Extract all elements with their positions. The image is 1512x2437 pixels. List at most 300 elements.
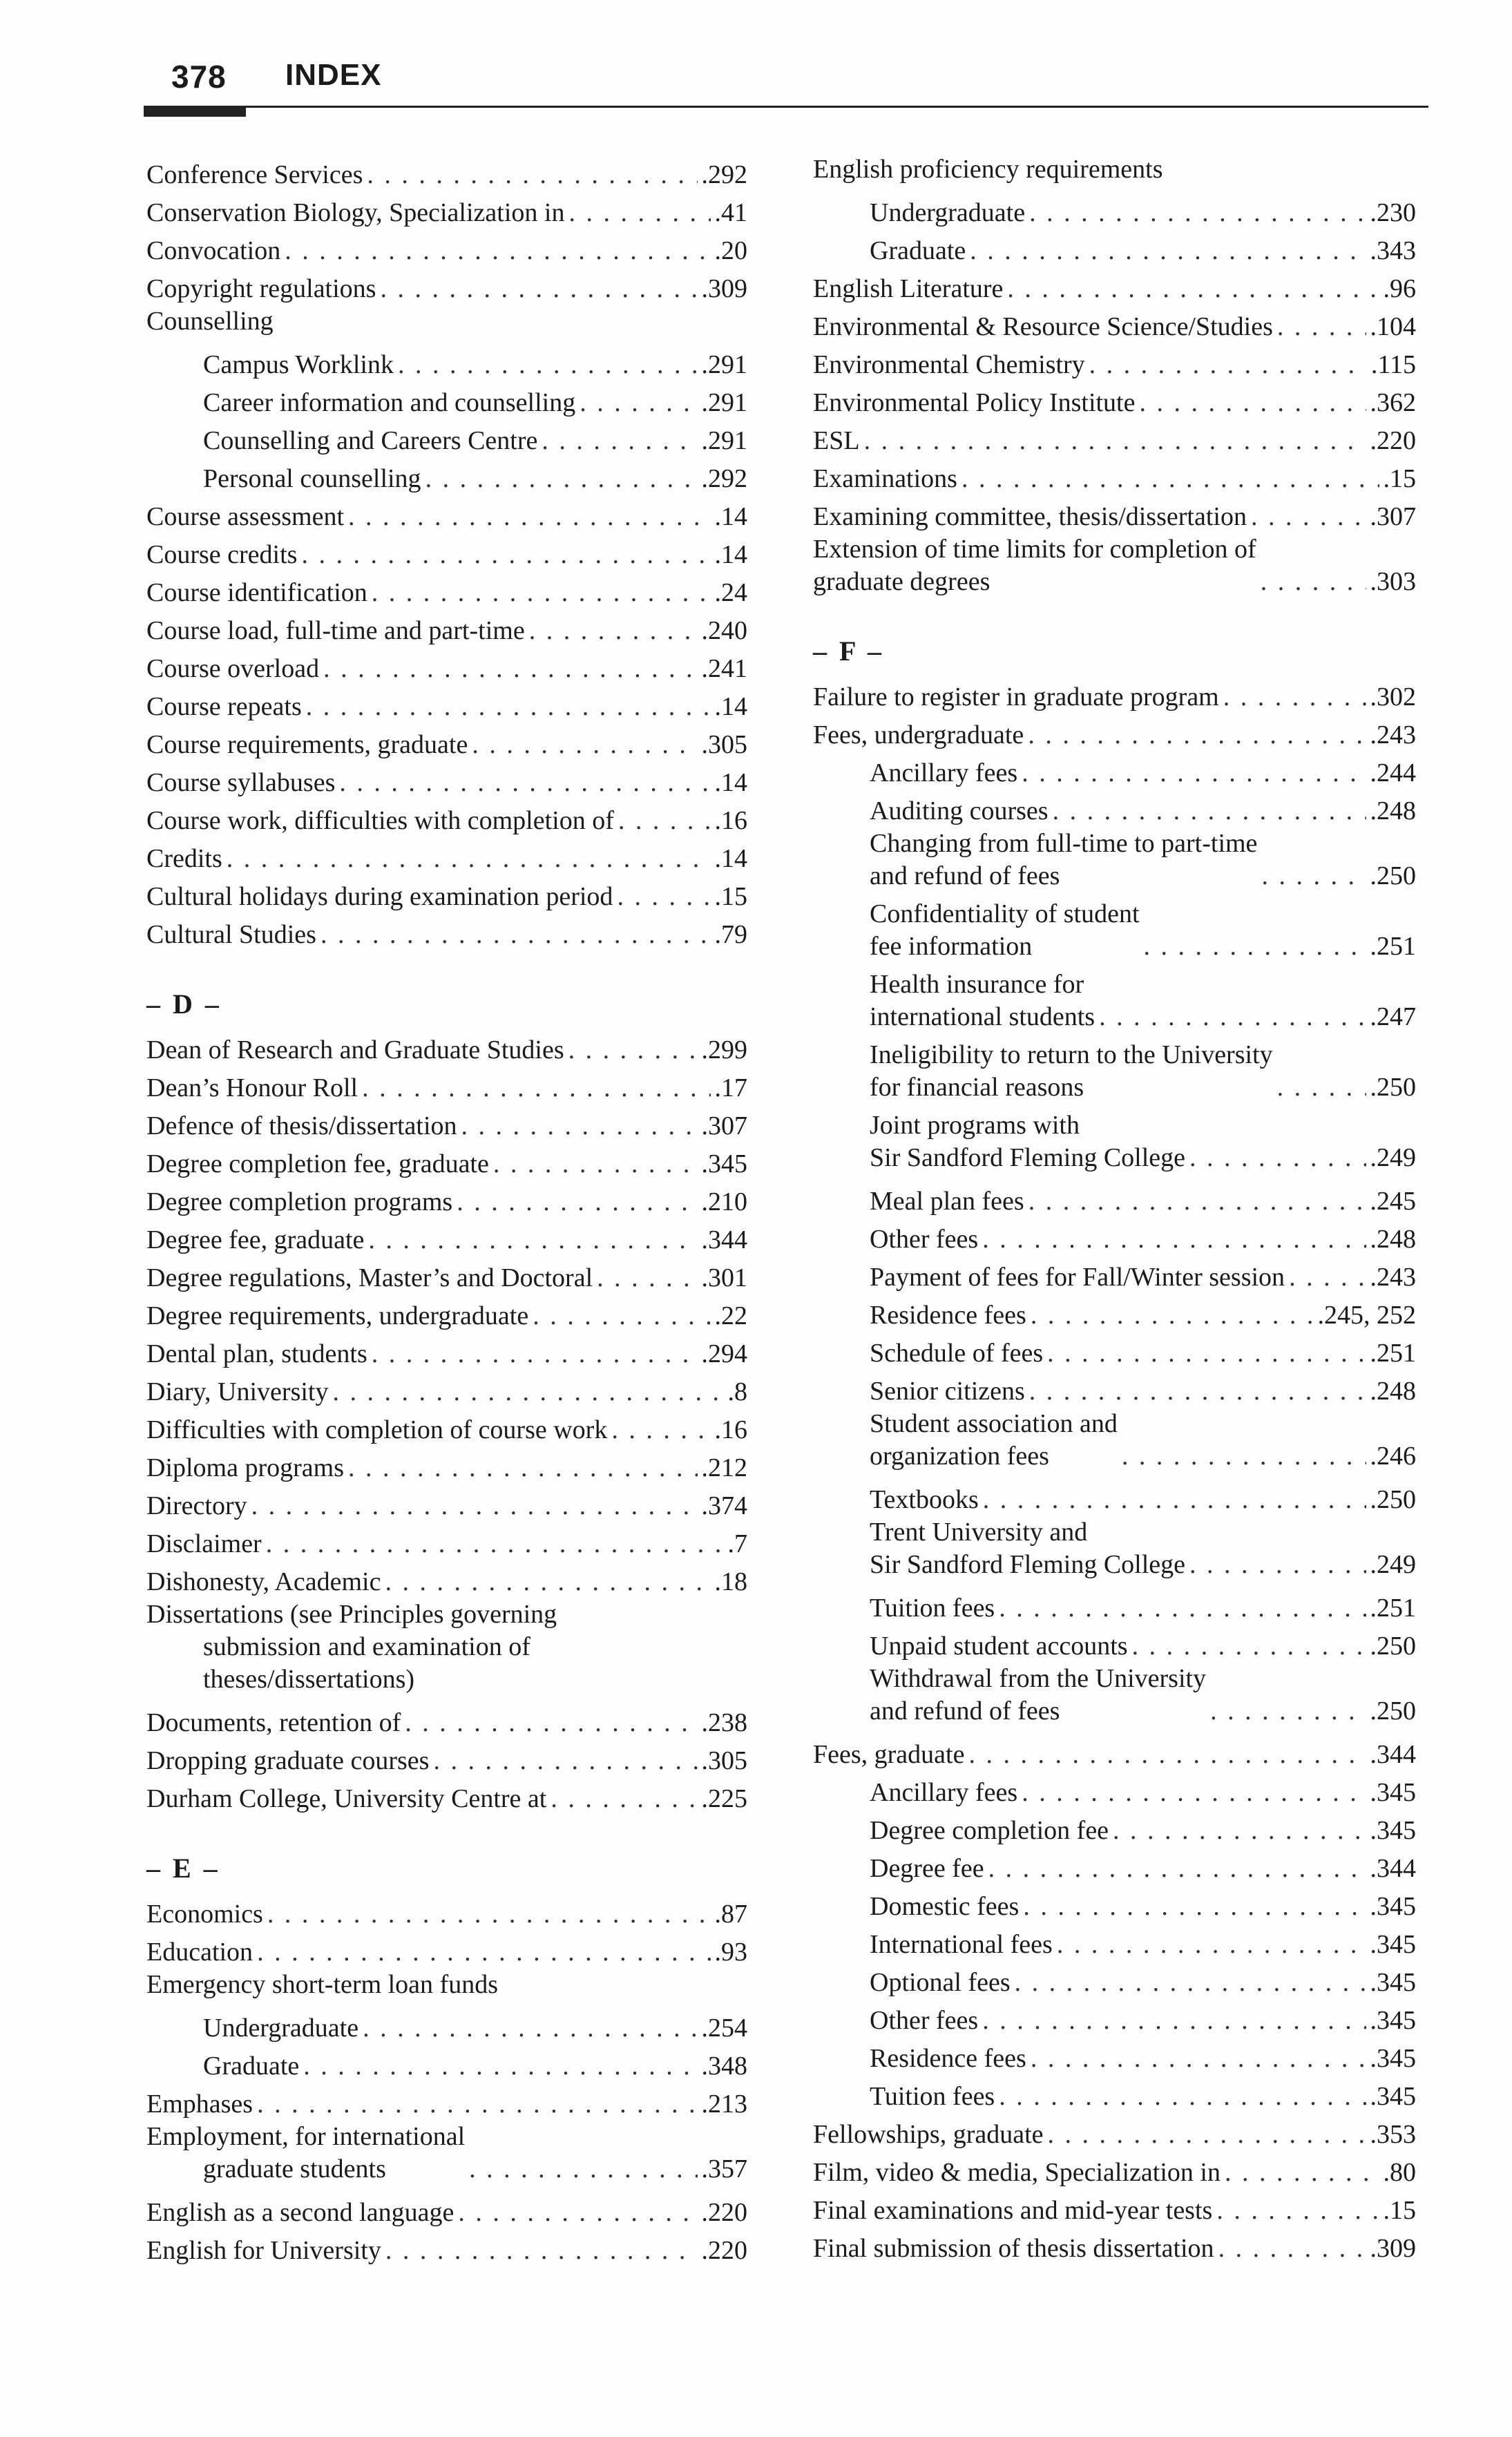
index-entry (813, 381, 1416, 419)
dot-leader (1251, 501, 1366, 533)
page-reference: .251 (1370, 1339, 1416, 1368)
entry-label: Convocation (146, 236, 281, 265)
entry-label-line: for financial reasons (870, 1073, 1084, 1102)
section-title: INDEX (285, 58, 382, 92)
index-entry (813, 419, 1416, 457)
dot-leader (425, 463, 698, 495)
index-entry (813, 1961, 1416, 1999)
index-entry (813, 1332, 1416, 1370)
entry-label (870, 1516, 1185, 1581)
index-entry (813, 1847, 1416, 1885)
index-entry (813, 1923, 1416, 1961)
dot-leader (999, 1592, 1366, 1625)
entry-label-line: submission and examination of (203, 1632, 530, 1661)
dot-leader (1022, 757, 1366, 790)
page-reference: .345 (1370, 2082, 1416, 2111)
dot-leader (1210, 1695, 1366, 1728)
entry-label: Degree fee (870, 1854, 984, 1883)
entry-label: Degree regulations, Master’s and Doctoral (146, 1263, 593, 1292)
letter-heading: – F – (813, 635, 884, 667)
page-reference: .291 (701, 350, 747, 379)
dot-leader (1139, 387, 1366, 419)
page-reference: .220 (701, 2198, 747, 2227)
dot-leader (227, 843, 711, 875)
page-reference: .348 (701, 2052, 747, 2081)
entry-label: Meal plan fees (870, 1187, 1024, 1216)
page-reference: .16 (714, 1415, 747, 1444)
dot-leader (266, 1528, 724, 1560)
entry-label: Defence of thesis/dissertation (146, 1111, 457, 1140)
page-reference: .251 (1370, 932, 1416, 961)
entry-label (870, 828, 1257, 892)
entry-label (870, 1408, 1118, 1473)
page-reference: .212 (701, 1453, 747, 1482)
index-entry (813, 1771, 1416, 1809)
index-entry (146, 1777, 747, 1815)
index-entry (813, 790, 1416, 828)
dot-leader (372, 1338, 698, 1370)
index-entry (813, 191, 1416, 229)
entry-label-line: organization fees (870, 1442, 1049, 1471)
entry-label: Examinations (813, 464, 957, 493)
entry-label: Senior citizens (870, 1377, 1025, 1406)
entry-label: Diary, University (146, 1377, 329, 1406)
page-header (144, 54, 1428, 102)
index-entry (813, 1625, 1416, 1663)
entry-label: Cultural Studies (146, 920, 316, 949)
entry-label: Cultural holidays during examination period (146, 882, 613, 911)
dot-leader (368, 1224, 697, 1256)
entry-label-line: Health insurance for (870, 970, 1084, 999)
index-entry (813, 1587, 1416, 1625)
dot-leader (568, 197, 710, 229)
index-entry (146, 1029, 747, 1067)
dot-leader (323, 653, 697, 685)
entry-label-line: graduate students (203, 2154, 386, 2183)
index-entry (146, 1739, 747, 1777)
page-reference: .14 (714, 768, 747, 797)
page-reference: .14 (714, 540, 747, 569)
page-reference: .292 (701, 160, 747, 189)
entry-label: Final examinations and mid-year tests (813, 2196, 1213, 2225)
page-reference: .250 (1370, 861, 1416, 890)
dot-leader (611, 1414, 710, 1446)
page-reference: .248 (1370, 1225, 1416, 1254)
dot-leader (320, 919, 711, 951)
page-reference: .14 (714, 502, 747, 531)
page-reference: .357 (701, 2154, 747, 2183)
index-entry (146, 1294, 747, 1332)
index-entry (146, 609, 747, 647)
entry-label (870, 1039, 1273, 1104)
entry-label: Degree completion fee (870, 1816, 1109, 1845)
page-reference: .305 (701, 730, 747, 759)
dot-leader (493, 1148, 698, 1181)
entry-label: Degree completion programs (146, 1187, 453, 1216)
page-reference: .104 (1370, 312, 1416, 341)
page-reference: .345 (1370, 1892, 1416, 1921)
index-entry (146, 913, 747, 951)
letter-heading: – D – (146, 988, 222, 1020)
index-entry (813, 752, 1416, 790)
entry-label: Graduate (870, 236, 966, 265)
page-reference: .15 (1383, 464, 1416, 493)
entry-label: Personal counselling (203, 464, 421, 493)
dot-leader (1029, 1375, 1366, 1408)
dot-leader (1225, 2157, 1379, 2189)
index-entry (146, 495, 747, 533)
entry-label: Dean’s Honour Roll (146, 1073, 358, 1102)
page-reference: .79 (714, 920, 747, 949)
index-entry (146, 1067, 747, 1105)
page-reference: .294 (701, 1339, 747, 1368)
dot-leader (367, 159, 697, 191)
index-entry (813, 1109, 1416, 1174)
index-entry (146, 685, 747, 723)
page-reference: .248 (1370, 1377, 1416, 1406)
page-reference: .96 (1383, 274, 1416, 303)
dot-leader (348, 1452, 697, 1484)
index-entry (146, 1370, 747, 1408)
page-reference: .362 (1370, 388, 1416, 417)
page-reference: .245 (1370, 1187, 1416, 1216)
page-reference: .14 (714, 844, 747, 873)
index-entry (813, 1999, 1416, 2037)
index-entry (813, 1218, 1416, 1256)
entry-label: Residence fees (870, 1301, 1026, 1330)
index-entry (146, 837, 747, 875)
page-reference: .251 (1370, 1594, 1416, 1623)
entry-label: Degree requirements, undergraduate (146, 1301, 529, 1330)
page-reference: .247 (1370, 1002, 1416, 1031)
index-entry (813, 898, 1416, 963)
index-entry (813, 1370, 1416, 1408)
entry-label: Auditing courses (870, 796, 1049, 825)
entry-label-line: Changing from full-time to part-time (870, 829, 1258, 858)
index-entry (146, 419, 747, 457)
dot-leader (267, 1898, 711, 1931)
index-entry (146, 1598, 747, 1696)
dot-leader (405, 1707, 697, 1739)
page-reference: .24 (714, 578, 747, 607)
page-reference: .80 (1383, 2158, 1416, 2187)
entry-label: Counselling and Careers Centre (203, 426, 538, 455)
index-entry (813, 676, 1416, 714)
index-entry (813, 1663, 1416, 1728)
entry-label-line: and refund of fees (870, 861, 1060, 890)
page-reference: .292 (701, 464, 747, 493)
page-reference: .210 (701, 1187, 747, 1216)
page-reference: .250 (1370, 1485, 1416, 1514)
entry-label: Failure to register in graduate program (813, 682, 1219, 711)
page-reference: .41 (714, 198, 747, 227)
page-reference: .245, 252 (1317, 1301, 1416, 1330)
entry-label: Dishonesty, Academic (146, 1567, 381, 1596)
entry-label: Other fees (870, 2006, 979, 2035)
dot-leader (1113, 1815, 1366, 1847)
entry-label: Fees, undergraduate (813, 720, 1024, 749)
entry-label-line: Extension of time limits for completion of (813, 535, 1256, 564)
entry-label: Career information and counselling (203, 388, 576, 417)
page-reference: .7 (727, 1529, 747, 1558)
page-reference: .309 (701, 274, 747, 303)
index-entry (146, 1332, 747, 1370)
index-entry (146, 267, 747, 305)
page-reference: .244 (1370, 758, 1416, 787)
dot-leader (1277, 1071, 1366, 1104)
entry-label: Conference Services (146, 160, 363, 189)
dot-leader (1261, 566, 1366, 598)
page-reference: .20 (714, 236, 747, 265)
index-column-right (813, 153, 1416, 2265)
dot-leader (1122, 1440, 1366, 1473)
index-entry (813, 968, 1416, 1033)
dot-leader (597, 1262, 697, 1294)
entry-label: Ancillary fees (870, 758, 1018, 787)
entry-label: Domestic fees (870, 1892, 1020, 1921)
index-entry (146, 1446, 747, 1484)
index-entry (146, 761, 747, 799)
index-entry (146, 153, 747, 191)
page-reference: .250 (1370, 1073, 1416, 1102)
page-reference: .291 (701, 426, 747, 455)
page-reference: .115 (1370, 350, 1416, 379)
entry-label-line: Joint programs with (870, 1111, 1080, 1140)
entry-label: Undergraduate (203, 2014, 359, 2043)
entry-label: Graduate (203, 2052, 300, 2081)
index-entry (146, 1181, 747, 1218)
entry-label: Dean of Research and Graduate Studies (146, 1035, 564, 1064)
dot-leader (472, 729, 697, 761)
entry-label: Directory (146, 1491, 247, 1520)
entry-label (870, 968, 1095, 1033)
index-entry (146, 229, 747, 267)
page-reference: .345 (1370, 1816, 1416, 1845)
page-reference: .241 (701, 654, 747, 683)
dot-leader (306, 691, 711, 723)
dot-leader (617, 881, 710, 913)
dot-leader (1057, 1929, 1366, 1961)
index-heading: English proficiency requirements (813, 155, 1163, 184)
dot-leader (461, 1110, 698, 1143)
entry-label: Degree completion fee, graduate (146, 1149, 489, 1178)
entry-label: Conservation Biology, Specialization in (146, 198, 565, 227)
entry-label: Textbooks (870, 1485, 979, 1514)
entry-label: Undergraduate (870, 198, 1026, 227)
page-reference: .309 (1370, 2234, 1416, 2263)
entry-label (870, 1663, 1206, 1728)
index-entry (813, 1885, 1416, 1923)
dot-leader (533, 1300, 710, 1332)
index-entry (813, 1180, 1416, 1218)
page-reference: .249 (1370, 1143, 1416, 1172)
dot-leader (1099, 1001, 1366, 1033)
index-entry (813, 1516, 1416, 1581)
page-reference: .250 (1370, 1632, 1416, 1661)
page-reference: .254 (701, 2014, 747, 2043)
dot-leader (1022, 1777, 1366, 1809)
index-entry (146, 1408, 747, 1446)
index-entry (146, 191, 747, 229)
page-number: 378 (171, 59, 227, 95)
dot-leader (348, 501, 710, 533)
dot-leader (1015, 1967, 1366, 1999)
dot-leader (999, 2081, 1366, 2113)
page-reference: .248 (1370, 796, 1416, 825)
index-entry (813, 2075, 1416, 2113)
page-reference: .87 (714, 1900, 747, 1929)
entry-label: Fees, graduate (813, 1740, 965, 1769)
page-reference: .345 (1370, 1968, 1416, 1997)
page-reference: .225 (701, 1784, 747, 1813)
entry-label: Optional fees (870, 1968, 1011, 1997)
entry-label: Dental plan, students (146, 1339, 367, 1368)
page-reference: .301 (701, 1263, 747, 1292)
page-reference: .345 (1370, 2006, 1416, 2035)
page-reference: .344 (701, 1225, 747, 1254)
entry-label: Durham College, University Centre at (146, 1784, 547, 1813)
index-entry (813, 2037, 1416, 2075)
index-entry (813, 1478, 1416, 1516)
page-reference: .305 (701, 1746, 747, 1775)
entry-label: Campus Worklink (203, 350, 394, 379)
entry-label: Schedule of fees (870, 1339, 1044, 1368)
page-reference: .243 (1370, 1263, 1416, 1292)
entry-label (870, 898, 1140, 963)
page-reference: .220 (1370, 426, 1416, 455)
dot-leader (1261, 860, 1366, 892)
index-entry (146, 2121, 747, 2186)
page-reference: .17 (714, 1073, 747, 1102)
dot-leader (968, 1739, 1366, 1771)
entry-label: Difficulties with completion of course work (146, 1415, 608, 1444)
index-heading: Counselling (146, 307, 274, 336)
page-reference: .345 (1370, 1778, 1416, 1807)
entry-label: Course repeats (146, 692, 302, 721)
dot-leader (1023, 1891, 1366, 1923)
index-entry (146, 2007, 747, 2045)
dot-leader (257, 1936, 710, 1969)
dot-leader (1132, 1630, 1366, 1663)
index-entry (146, 647, 747, 685)
entry-label-line: Confidentiality of student (870, 899, 1140, 928)
page-reference: .243 (1370, 720, 1416, 749)
index-entry (146, 1560, 747, 1598)
index-entry (813, 343, 1416, 381)
page-reference: .15 (1383, 2196, 1416, 2225)
entry-label: English for University (146, 2236, 381, 2265)
index-entry (146, 875, 747, 913)
entry-label: Other fees (870, 1225, 979, 1254)
dot-leader (458, 2197, 697, 2229)
entry-label: Documents, retention of (146, 1708, 401, 1737)
entry-label-line: Dissertations (see Principles governing (146, 1600, 557, 1629)
page-reference: .249 (1370, 1550, 1416, 1579)
entry-label: Credits (146, 844, 222, 873)
entry-label-line: Withdrawal from the University (870, 1664, 1207, 1693)
index-entry (813, 229, 1416, 267)
dot-leader (385, 1566, 710, 1598)
dot-leader (542, 425, 697, 457)
entry-label: Residence fees (870, 2044, 1026, 2073)
dot-leader (1031, 2043, 1366, 2075)
dot-leader (285, 235, 710, 267)
index-entry (146, 2083, 747, 2121)
dot-leader (301, 539, 710, 571)
page-reference: .22 (714, 1301, 747, 1330)
dot-leader (982, 2005, 1366, 2037)
entry-label: Course assessment (146, 502, 345, 531)
entry-label: Examining committee, thesis/dissertation (813, 502, 1247, 531)
dot-leader (1089, 349, 1367, 381)
entry-label: Tuition fees (870, 1594, 995, 1623)
entry-label: Course work, difficulties with completion of (146, 806, 614, 835)
page-reference: .345 (1370, 2044, 1416, 2073)
index-entry (813, 267, 1416, 305)
dot-leader (1048, 2119, 1366, 2151)
entry-label-line: Employment, for international (146, 2122, 466, 2151)
entry-label: Tuition fees (870, 2082, 995, 2111)
dot-leader (362, 1072, 710, 1105)
page-reference: .345 (701, 1149, 747, 1178)
entry-label: ESL (813, 426, 860, 455)
index-entry (146, 1701, 747, 1739)
page-reference: .345 (1370, 1930, 1416, 1959)
entry-label: Course identification (146, 578, 367, 607)
dot-leader (257, 2088, 697, 2121)
index-entry (146, 1893, 747, 1931)
header-rule (144, 106, 1428, 108)
entry-label: Degree fee, graduate (146, 1225, 365, 1254)
page-reference: .343 (1370, 236, 1416, 265)
dot-leader (457, 1186, 697, 1218)
page-reference: .250 (1370, 1697, 1416, 1726)
entry-label: Dropping graduate courses (146, 1746, 430, 1775)
entry-label: Environmental & Resource Science/Studies (813, 312, 1273, 341)
dot-leader (970, 235, 1366, 267)
page-reference: .307 (1370, 502, 1416, 531)
index-entry (146, 1931, 747, 1969)
entry-label: Emphases (146, 2090, 253, 2119)
entry-label-line: Sir Sandford Fleming College (870, 1550, 1186, 1579)
entry-label: English Literature (813, 274, 1004, 303)
entry-label-line: graduate degrees (813, 567, 991, 596)
index-entry (146, 457, 747, 495)
index-entry (813, 533, 1416, 598)
index-entry (146, 1484, 747, 1522)
dot-leader (1029, 197, 1366, 229)
index-entry (813, 2189, 1416, 2227)
dot-leader (568, 1034, 698, 1067)
dot-leader (398, 349, 698, 381)
page-reference: .15 (714, 882, 747, 911)
index-entry (813, 305, 1416, 343)
page-reference: .344 (1370, 1854, 1416, 1883)
entry-label: Course syllabuses (146, 768, 336, 797)
entry-label: Fellowships, graduate (813, 2120, 1044, 2149)
dot-leader (380, 273, 697, 305)
dot-leader (864, 425, 1366, 457)
index-entry (813, 714, 1416, 752)
index-column-left (146, 153, 747, 2267)
dot-leader (1277, 311, 1366, 343)
dot-leader (1007, 273, 1379, 305)
dot-leader (339, 767, 710, 799)
page-reference: .8 (727, 1377, 747, 1406)
dot-leader (251, 1490, 698, 1522)
letter-heading: – E – (146, 1853, 220, 1884)
page-reference: .220 (701, 2236, 747, 2265)
